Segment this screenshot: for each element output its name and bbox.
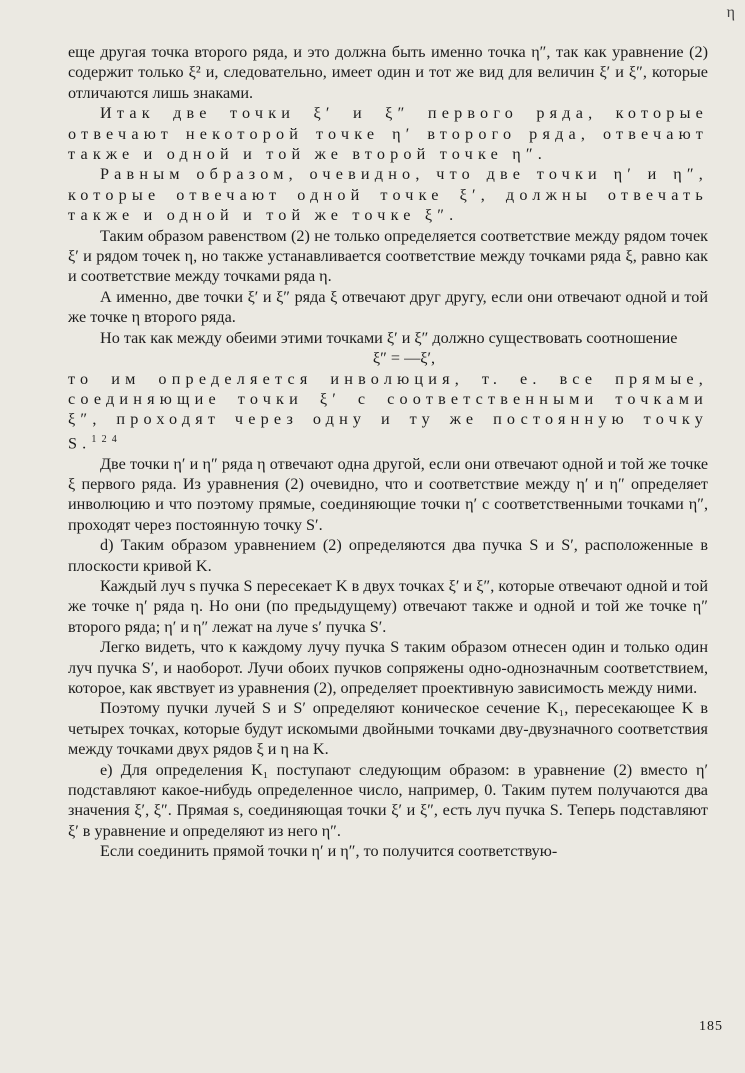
paragraph-5: А именно, две точки ξ′ и ξ″ ряда ξ отвечают друг другу, если они отвечают одной и той же точке η второго ряда. bbox=[68, 287, 708, 327]
body-text bbox=[68, 42, 708, 862]
paragraph-2: Итак две точки ξ′ и ξ″ первого ряда, которые отвечают некоторой точке η′ второго ряда, отвечают также и одной и той же второй точке η″. bbox=[68, 104, 708, 164]
paragraph-8: Две точки η′ и η″ ряда η отвечают одна другой, если они отвечают одной и той же точке ξ первого ряда. Из уравнения (2) очевидно, что и соответствие между η′ и η″ определяет инволюцию и что поэтому прямые, соединяющие точки η′ с соответственными точками η″, проходят через постоянную точку S′. bbox=[68, 454, 708, 534]
page-number: 185 bbox=[699, 1019, 723, 1034]
paragraph-11: Легко видеть, что к каждому лучу пучка S таким образом отнесен один и только один луч пучка S′, и наоборот. Лучи обоих пучков сопряжены одно-однозначным соответствием, которое, как явствует из уравнения (2), определяет проективную зависимость между ними. bbox=[68, 638, 708, 697]
paragraph-9: d) Таким образом уравнением (2) определяются два пучка S и S′, расположенные в плоскости кривой K. bbox=[68, 536, 708, 575]
paragraph-3: Равным образом, очевидно, что две точки η′ и η″, которые отвечают одной точке ξ′, должны отвечать также и одной и той же точке ξ″. bbox=[68, 165, 708, 225]
paragraph-7-wrap bbox=[68, 369, 708, 454]
paragraph-14: Если соединить прямой точки η′ и η″, то получится соответствую- bbox=[100, 842, 558, 861]
paragraph-4: Таким образом равенством (2) не только определяется соответствие между рядом точек ξ′ и рядом точек η, но также устанавливается соответствие между точками ряда ξ, равно как и соответствие между точками ряда η. bbox=[68, 226, 708, 286]
paragraph-12: Поэтому пучки лучей S и S′ определяют коническое сечение K₁, пересекающее K в четырех точках, которые будут искомыми двойными точками дву-двузначного соответствия между точками двух рядов ξ и η на K. bbox=[68, 699, 708, 759]
corner-mark: η bbox=[726, 4, 735, 21]
footnote-ref: 124 bbox=[91, 433, 122, 445]
paragraph-7: то им определяется инволюция, т. е. все прямые, соединяющие точки ξ′ с соответственными точками ξ″, проходят через одну и ту же постоянную точку S. bbox=[68, 369, 708, 453]
paragraph-1: еще другая точка второго ряда, и это должна быть именно точка η″, так как уравнение (2) содержит только ξ² и, следовательно, имеет один и тот же вид для величин ξ′ и ξ″, которые отличаются лишь знаками. bbox=[68, 43, 708, 102]
paragraph-10: Каждый луч s пучка S пересекает K в двух точках ξ′ и ξ″, которые отвечают одной и той же точке η′ ряда η. Но они (по предыдущему) отвечают также и одной и той же точке η″ второго ряда; η′ и η″ лежат на луче s′ пучка S′. bbox=[68, 576, 708, 636]
paragraph-6: Но так как между обеими этими точками ξ′ и ξ″ должно существовать соотношение bbox=[100, 328, 678, 347]
paragraph-13: e) Для определения K₁ поступают следующим образом: в уравнение (2) вместо η′ подставляют какое-нибудь определенное число, например, 0. Таким путем получаются два значения ξ′, ξ″. Прямая s, соединяющая точки ξ′ и ξ″, есть луч пучка S. Теперь подставляют ξ′ в уравнение и определяют из него η″. bbox=[68, 760, 708, 840]
formula: ξ″ = —ξ′, bbox=[372, 349, 436, 368]
